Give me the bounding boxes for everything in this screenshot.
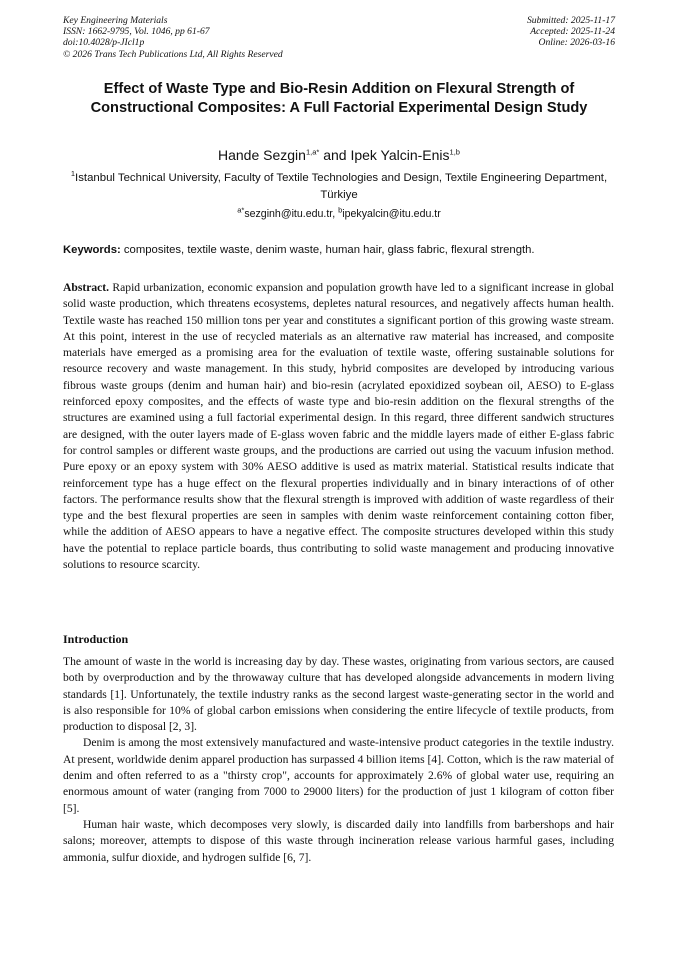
author-1[interactable]: Hande Sezgin <box>218 147 306 163</box>
keywords-label: Keywords: <box>63 244 121 256</box>
journal-info <box>63 15 283 60</box>
online-date: Online: 2026-03-16 <box>538 37 615 49</box>
keywords-text: composites, textile waste, denim waste, human hair, glass fabric, flexural strength. <box>123 244 535 256</box>
intro-paragraph-2: Denim is among the most extensively manufactured and waste-intensive product categories in the textile industry. At present, worldwide denim apparel production has surpassed 4 billion items [4]. Cotton, which is the raw material of denim and often referred to as a "thirsty crop", accounts for approximately 2.6% of global water use, requiring an enormous amount of water (ranging from 7000 to 29000 liters) for the production of just 1 kilogram of cotton fiber [5]. <box>63 736 614 815</box>
affiliation <box>60 170 618 203</box>
paper-title: Effect of Waste Type and Bio-Resin Addition on Flexural Strength of Constructional Composites: A Full Factorial Experimental Design Study <box>90 81 588 116</box>
journal-name: Key Engineering Materials <box>63 15 168 26</box>
email-b[interactable]: ipekyalcin@itu.edu.tr <box>342 208 441 220</box>
keywords <box>63 243 618 258</box>
author-2[interactable]: Ipek Yalcin-Enis <box>350 147 450 163</box>
author-emails <box>60 207 618 221</box>
email-separator: , <box>332 208 339 220</box>
email-a-mark: a* <box>237 205 245 215</box>
affiliation-text: Istanbul Technical University, Faculty of Textile Technologies and Design, Textile Engineering Department, Türkiye <box>75 172 608 201</box>
email-a[interactable]: sezginh@itu.edu.tr <box>244 208 333 220</box>
author-1-affil-mark: 1,a* <box>305 147 320 157</box>
author-conjunction: and <box>319 147 351 163</box>
author-line <box>60 146 618 164</box>
copyright: © 2026 Trans Tech Publications Ltd, All Rights Reserved <box>63 48 283 60</box>
intro-paragraph-1: The amount of waste in the world is increasing day by day. These wastes, originating from various sectors, are caused both by overproduction and by the throwaway culture that has developed alongside advancements in modern living standards [1]. Unfortunately, the textile industry ranks as the second largest waste-generating sector in the world and is also responsible for 10% of global carbon emissions when considering the entire lifecycle of textile products, from production to disposal [2, 3]. <box>63 655 614 734</box>
author-2-affil-mark: 1,b <box>449 147 460 157</box>
introduction-body <box>63 654 614 866</box>
submitted-date: Submitted: 2025-11-17 <box>526 15 615 26</box>
accepted-date: Accepted: 2025-11-24 <box>530 26 615 38</box>
affiliation-mark: 1 <box>70 169 76 179</box>
abstract-label: Abstract. <box>63 281 110 294</box>
issn-volume: ISSN: 1662-9795, Vol. 1046, pp 61-67 <box>63 26 210 38</box>
intro-paragraph-3: Human hair waste, which decomposes very slowly, is discarded daily into landfills from barbershops and hair salons; moreover, attempts to dispose of this waste through incineration release various harmful gases, including ammonia, sulfur dioxide, and hydrogen sulfide [6, 7]. <box>63 817 614 864</box>
abstract <box>63 280 614 573</box>
abstract-text: Rapid urbanization, economic expansion and population growth have led to a significant increase in global solid waste production, which threatens ecosystems, depletes natural resources, and negatively affects human health. Textile waste has reached 150 million tons per year and constitutes a significant portion of this growing waste stream. At this point, interest in the use of recycled materials as an alternative raw material has increased, and composite materials have emerged as a promising area for the evaluation of textile waste, offering sustainable solutions for resource recovery and waste management. In this study, hybrid composites are developed by introducing various fibrous waste groups (denim and human hair) and bio-resin (acrylated epoxidized soybean oil, AESO) to E-glass reinforced epoxy composites, and the effects of waste type and bio-resin addition on the flexural strengths of the structures are examined using a full factorial experimental design. In this regard, three different sandwich structures are designed, with the outer layers made of E-glass woven fabric and the middle layers made of either E-glass fabric for control samples or different waste groups, and the productions are carried out using the vacuum infusion method. Pure epoxy or an epoxy system with 30% AESO additive is used as matrix material. Statistical results indicate that reinforcement type has a huge effect on the flexural properties individually and in binary interactions of of other factors. The performance results show that the flexural strength is improved with addition of waste regardless of their type and the best flexural properties are seen in samples with denim waste reinforcement containing cotton fiber, while the addition of AESO appears to have a negative effect. The composite structures developed within this study have the potential to replace particle boards, thus contributing to solid waste management and producing innovative solutions to resource scarcity. <box>63 281 614 572</box>
publication-dates <box>527 15 615 49</box>
email-b-mark: b <box>338 205 343 215</box>
introduction-heading: Introduction <box>63 632 129 646</box>
doi[interactable]: doi:10.4028/p-JIcl1p <box>63 37 145 49</box>
